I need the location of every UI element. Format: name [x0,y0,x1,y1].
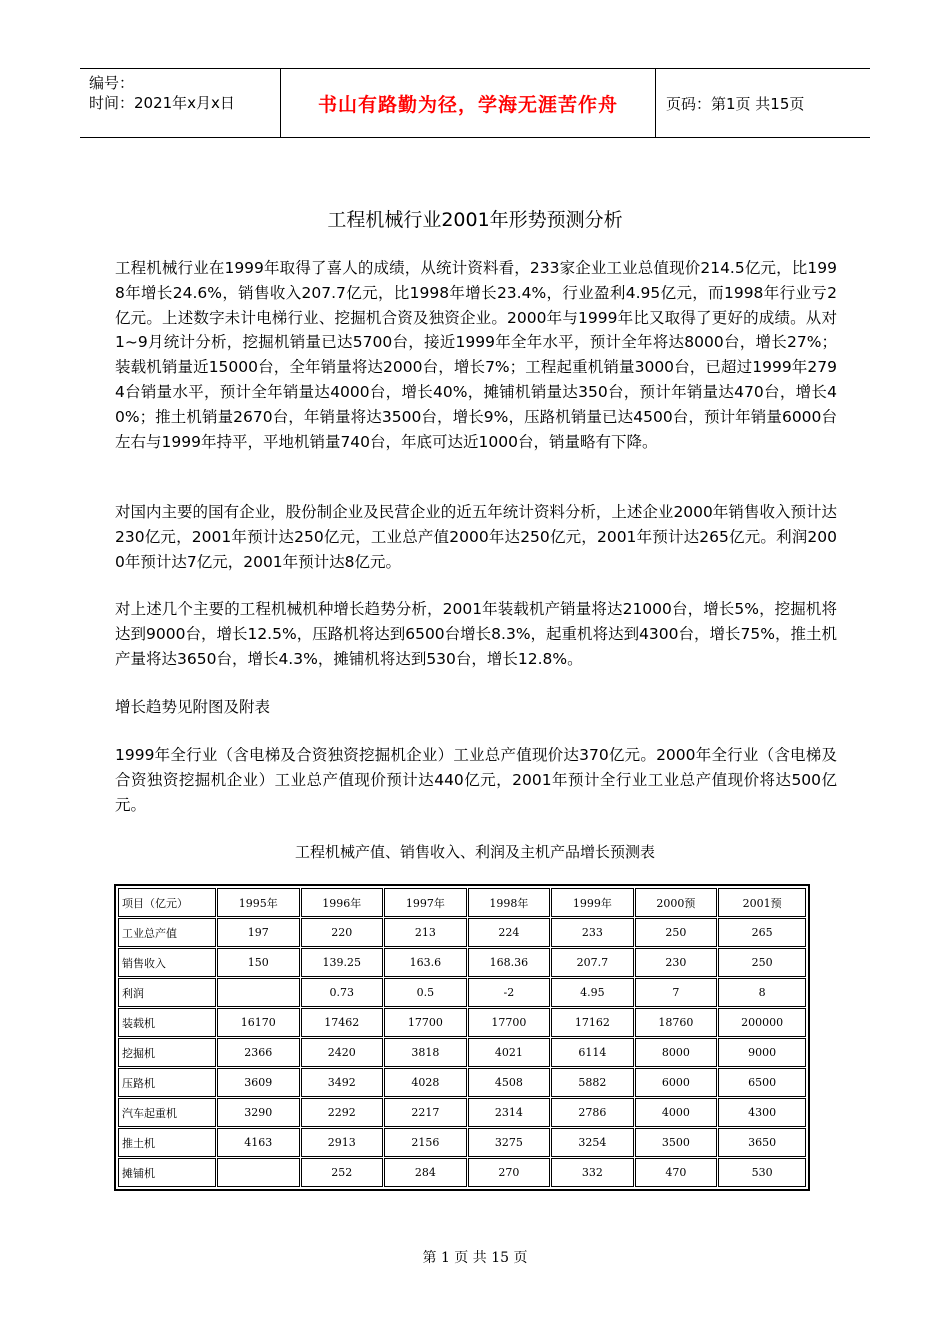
table-cell: 18760 [635,1008,718,1037]
table-cell: -2 [468,978,551,1007]
forecast-table-body [118,888,806,1187]
table-cell: 197 [217,918,300,947]
time-label: 时间：2021年x月x日 [89,94,235,112]
table-cell: 4028 [384,1068,467,1097]
table-cell: 6114 [551,1038,634,1067]
document-title: 工程机械行业2001年形势预测分析 [327,209,623,231]
table-cell: 2913 [301,1128,384,1157]
table-header-cell: 1999年 [551,888,634,917]
table-cell: 3254 [551,1128,634,1157]
forecast-table-frame [114,884,810,1191]
table-row [118,918,806,947]
table-cell: 17162 [551,1008,634,1037]
table-row-label: 利润 [118,978,216,1007]
table-cell: 2314 [468,1098,551,1127]
table-header-cell: 2000预 [635,888,718,917]
table-cell: 4300 [718,1098,806,1127]
table-header-cell: 2001预 [718,888,806,917]
table-cell: 233 [551,918,634,947]
table-header-cell: 1998年 [468,888,551,917]
table-cell: 265 [718,918,806,947]
table-cell: 3290 [217,1098,300,1127]
table-cell: 5882 [551,1068,634,1097]
table-cell: 2156 [384,1128,467,1157]
table-cell: 7 [635,978,718,1007]
table-header-cell: 1997年 [384,888,467,917]
table-cell: 9000 [718,1038,806,1067]
table-row-label: 压路机 [118,1068,216,1097]
table-row [118,1128,806,1157]
table-cell: 230 [635,948,718,977]
table-cell: 284 [384,1158,467,1187]
table-cell: 4000 [635,1098,718,1127]
table-cell: 4.95 [551,978,634,1007]
table-cell: 17462 [301,1008,384,1037]
table-cell: 0.5 [384,978,467,1007]
table-cell: 8 [718,978,806,1007]
paragraph-2: 对国内主要的国有企业，股份制企业及民营企业的近五年统计资料分析，上述企业2000年销售收入预计达230亿元，2001年预计达250亿元，工业总产值2000年达250亿元，2001年预计达265亿元。利润2000年预计达7亿元，2001年预计达8亿元。 [115,503,837,571]
table-caption: 工程机械产值、销售收入、利润及主机产品增长预测表 [294,843,655,861]
table-cell: 2420 [301,1038,384,1067]
table-row-label: 工业总产值 [118,918,216,947]
table-cell: 207.7 [551,948,634,977]
number-label: 编号： [89,74,135,92]
table-cell: 213 [384,918,467,947]
table-cell: 2786 [551,1098,634,1127]
table-cell: 2366 [217,1038,300,1067]
table-cell: 3650 [718,1128,806,1157]
table-row [118,1158,806,1187]
table-header-cell: 1995年 [217,888,300,917]
header-meta [80,69,280,137]
table-cell: 250 [635,918,718,947]
table-cell: 200000 [718,1008,806,1037]
table-cell: 8000 [635,1038,718,1067]
table-cell: 0.73 [301,978,384,1007]
header-page-info: 页码：第1页 共15页 [666,94,805,113]
paragraph-3: 对上述几个主要的工程机械机种增长趋势分析，2001年装载机产销量将达21000台，增长5%，挖掘机将达到9000台，增长12.5%，压路机将达到6500台增长8.3%，起重机将达到4300台，增长75%，推土机产量将达3650台，增长4.3%，摊铺机将达到530台，增长12.8%。 [115,600,837,668]
table-row-label: 推土机 [118,1128,216,1157]
table-row-label: 销售收入 [118,948,216,977]
header-motto: 书山有路勤为径，学海无涯苦作舟 [280,69,656,137]
forecast-table [117,887,807,1188]
table-header-row [118,888,806,917]
table-cell: 3275 [468,1128,551,1157]
table-row [118,1008,806,1037]
table-cell: 270 [468,1158,551,1187]
table-cell: 3818 [384,1038,467,1067]
table-cell: 530 [718,1158,806,1187]
table-cell: 163.6 [384,948,467,977]
table-cell: 168.36 [468,948,551,977]
table-row-label: 装载机 [118,1008,216,1037]
table-cell: 3492 [301,1068,384,1097]
table-cell [217,1158,300,1187]
table-cell: 470 [635,1158,718,1187]
table-cell: 4508 [468,1068,551,1097]
table-row [118,1098,806,1127]
paragraph-5: 1999年全行业（含电梯及合资独资挖掘机企业）工业总产值现价达370亿元。2000年全行业（含电梯及合资独资挖掘机企业）工业总产值现价预计达440亿元，2001年预计全行业工业总产值现价将达500亿元。 [115,746,837,814]
table-cell: 139.25 [301,948,384,977]
table-cell: 6000 [635,1068,718,1097]
table-cell: 3609 [217,1068,300,1097]
table-cell: 17700 [468,1008,551,1037]
table-cell: 3500 [635,1128,718,1157]
table-cell: 6500 [718,1068,806,1097]
table-header-cell: 1996年 [301,888,384,917]
table-header-cell: 项目（亿元） [118,888,216,917]
table-row [118,1038,806,1067]
paragraph-4: 增长趋势见附图及附表 [115,698,271,716]
table-cell: 250 [718,948,806,977]
table-cell: 4021 [468,1038,551,1067]
paragraph-1: 工程机械行业在1999年取得了喜人的成绩，从统计资料看，233家企业工业总值现价214.5亿元，比1998年增长24.6%，销售收入207.7亿元，比1998年增长23.4%，行业盈利4.95亿元，而1998年行业亏2亿元。上述数字未计电梯行业、挖掘机合资及独资企业。2000年与1999年比又取得了更好的成绩。从对1~9月统计分析，挖掘机销量已达5700台，接近1999年全年水平，预计全年将达8000台，增长27%；装载机销量近15000台，全年销量将达2000台，增长7%；工程起重机销量3000台，已超过1999年2794台销量水平，预计全年销量达4000台，增长40%，摊铺机销量达350台，预计年销量达470台，增长40%；推土机销量2670台，年销量将达3500台，增长9%，压路机销量已达4500台，预计年销量6000台左右与1999年持平，平地机销量740台，年底可达近1000台，销量略有下降。 [115,259,837,451]
table-row [118,948,806,977]
table-cell [217,978,300,1007]
table-cell: 150 [217,948,300,977]
table-row [118,1068,806,1097]
table-cell: 4163 [217,1128,300,1157]
table-cell: 220 [301,918,384,947]
page-footer: 第 1 页 共 15 页 [422,1250,528,1266]
table-cell: 332 [551,1158,634,1187]
table-cell: 224 [468,918,551,947]
table-row-label: 挖掘机 [118,1038,216,1067]
table-cell: 2292 [301,1098,384,1127]
page-header [80,68,870,138]
table-cell: 16170 [217,1008,300,1037]
table-row-label: 汽车起重机 [118,1098,216,1127]
table-cell: 2217 [384,1098,467,1127]
table-row [118,978,806,1007]
table-cell: 252 [301,1158,384,1187]
table-cell: 17700 [384,1008,467,1037]
table-row-label: 摊铺机 [118,1158,216,1187]
